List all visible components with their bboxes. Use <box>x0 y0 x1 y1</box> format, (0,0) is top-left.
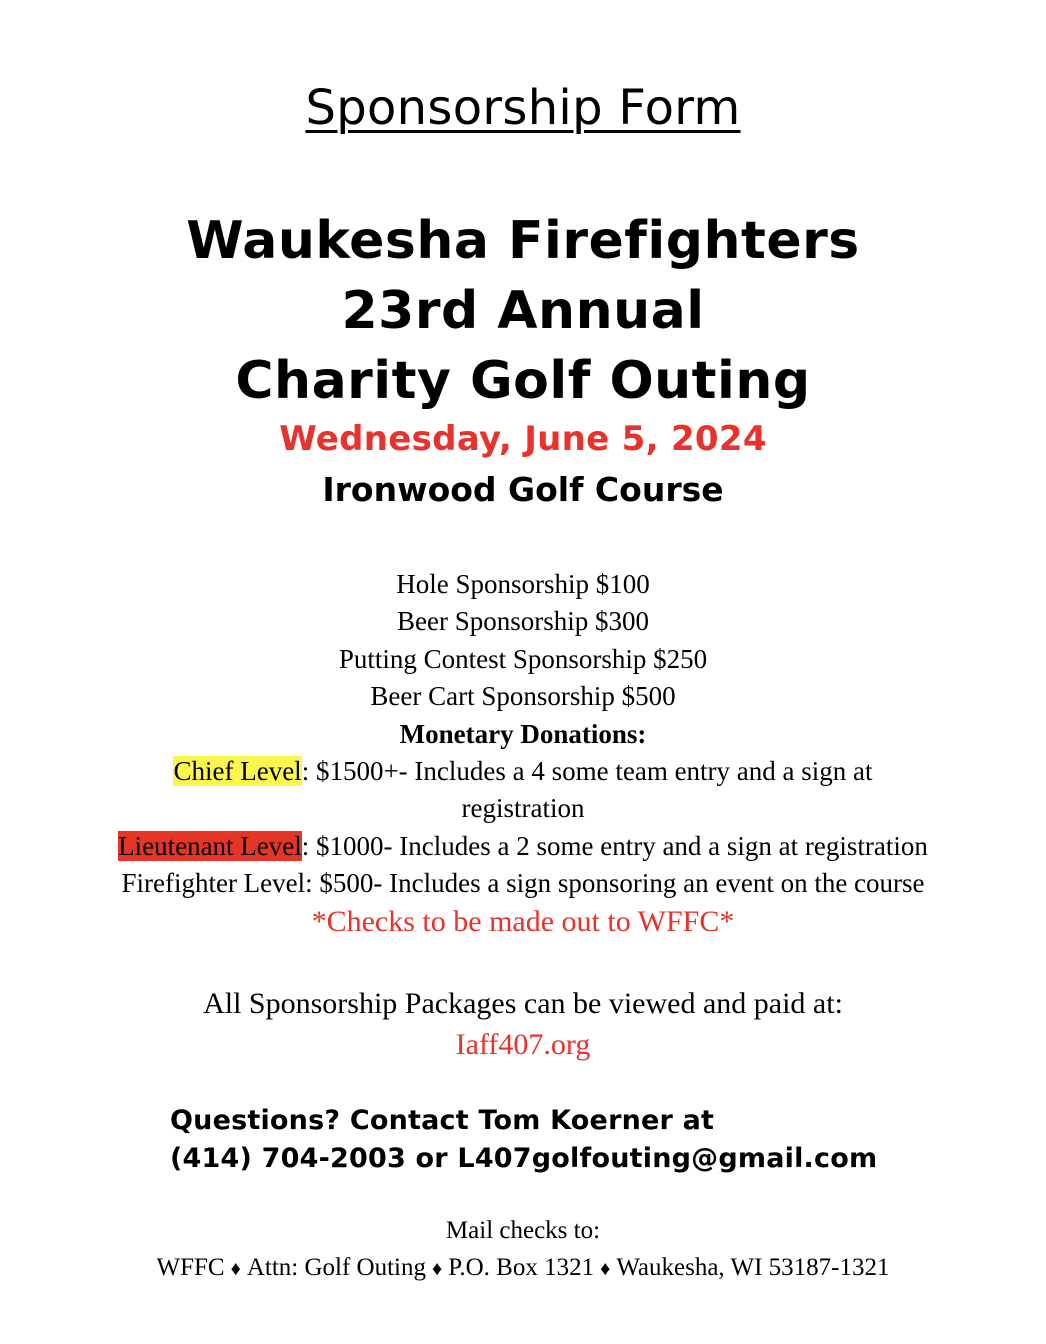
lieutenant-level-label: Lieutenant Level <box>118 830 302 861</box>
mail-heading: Mail checks to: <box>445 1217 601 1244</box>
monetary-donations-heading: Monetary Donations: <box>399 718 647 749</box>
sponsorship-hole: Hole Sponsorship $100 <box>396 569 650 599</box>
mail-address <box>0 1249 1046 1288</box>
chief-level-label: Chief Level <box>173 756 302 787</box>
sponsorship-putting-contest: Putting Contest Sponsorship $250 <box>338 643 708 674</box>
firefighter-level-label: Firefighter Level <box>121 868 306 899</box>
questions-line-2: (414) 704-2003 or L407golfouting@gmail.com <box>170 1143 878 1174</box>
event-venue: Ironwood Golf Course <box>322 470 724 509</box>
diamond-separator-icon: ♦ <box>600 1258 611 1280</box>
questions-line-1: Questions? Contact Tom Koerner at <box>170 1105 715 1136</box>
lieutenant-level-text: : $1000- Includes a 2 some entry and a sign at registration <box>301 830 928 861</box>
lieutenant-level-line <box>0 828 1046 865</box>
event-title-line-2: 23rd Annual <box>341 281 705 341</box>
mail-address-part: Waukesha, WI 53187-1321 <box>616 1254 890 1281</box>
packages-info <box>0 983 1046 1065</box>
sponsorship-list <box>0 566 1046 941</box>
packages-url-link[interactable]: Iaff407.org <box>455 1028 591 1061</box>
mail-address-part: WFFC <box>156 1254 225 1281</box>
questions-contact <box>170 1102 877 1178</box>
mail-address-part: Attn: Golf Outing <box>246 1254 426 1281</box>
event-date: Wednesday, June 5, 2024 <box>279 419 767 459</box>
chief-level-line <box>0 753 1046 790</box>
event-title <box>0 206 1046 416</box>
sponsorship-beer-cart: Beer Cart Sponsorship $500 <box>370 681 676 712</box>
sponsorship-beer: Beer Sponsorship $300 <box>397 606 649 637</box>
firefighter-level-text: : $500- Includes a sign sponsoring an event on the course <box>305 868 925 899</box>
mail-checks-info <box>0 1212 1046 1288</box>
mail-address-part: P.O. Box 1321 <box>448 1254 595 1281</box>
chief-level-text-continued: registration <box>461 793 585 824</box>
firefighter-level-line <box>0 865 1046 902</box>
diamond-separator-icon: ♦ <box>230 1258 241 1280</box>
checks-note: *Checks to be made out to WFFC* <box>311 904 735 938</box>
diamond-separator-icon: ♦ <box>432 1258 443 1280</box>
form-title: Sponsorship Form <box>305 80 741 136</box>
event-title-line-3: Charity Golf Outing <box>235 351 811 411</box>
event-title-line-1: Waukesha Firefighters <box>186 211 860 271</box>
chief-level-text: : $1500+- Includes a 4 some team entry and a sign at <box>301 756 873 787</box>
packages-text: All Sponsorship Packages can be viewed and paid at: <box>203 987 843 1020</box>
